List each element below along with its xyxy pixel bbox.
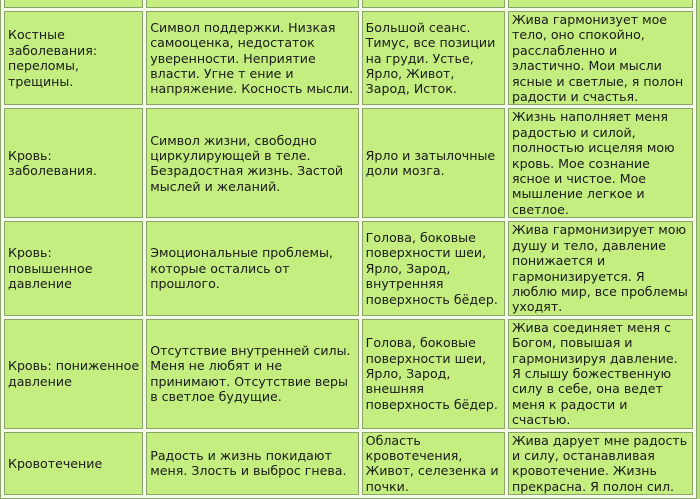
condition-cell — [4, 0, 143, 8]
cause-cell — [146, 432, 358, 496]
treatment-cell — [362, 0, 505, 8]
treatment-cell — [362, 319, 505, 429]
affirmation-text: Жива дарует мне радость и силу, останавливая кровотечение. Жизнь прекрасна. Я полон сил. — [511, 432, 688, 494]
condition-text: Костные заболевания: переломы, трещины. — [8, 27, 98, 89]
treatment-text: Голова, боковые поверхности шеи, Ярло, Зарод, внешняя поверхность бёдер. — [365, 335, 498, 412]
cause-cell — [146, 319, 358, 429]
cause-text: Радость и жизнь покидают меня. Злость и выброс гнева. — [150, 447, 347, 479]
treatment-text: Ярло и затылочные доли мозга. — [365, 147, 496, 179]
cause-cell — [146, 11, 358, 105]
treatment-cell — [362, 11, 505, 105]
affirmation-cell — [508, 221, 693, 315]
affirmation-cell — [508, 11, 693, 105]
affirmation-cell — [508, 319, 693, 429]
affirmation-cell — [508, 432, 693, 496]
cause-text: Символ поддержки. Низкая самооценка, недостаток уверенности. Неприятие власти. Угне т ение и напряжение. Косность мысли. — [150, 19, 354, 97]
treatment-cell — [362, 108, 505, 218]
table-row — [4, 319, 693, 429]
cause-cell — [146, 221, 358, 315]
table-row — [4, 432, 693, 496]
condition-text: Кровотечение — [8, 455, 103, 471]
treatment-cell — [362, 432, 505, 496]
table-row — [4, 221, 693, 315]
affirmation-text: Жизнь наполняет меня радостью и силой, полностью исцеляя мою кровь. Мое сознание ясное и чистое. Мое мышление легкое и светлое. — [511, 109, 675, 217]
cause-text: Эмоциональные проблемы, которые остались от прошлого. — [150, 245, 334, 292]
condition-cell — [4, 108, 143, 218]
treatment-text: Большой сеанс. Тимус, все позиции на груди. Устье, Ярло, Живот, Зарод, Исток. — [365, 19, 496, 97]
cause-text: Отсутствие внутренней силы. Меня не любят и не принимают. Отсутствие веры в светлое будущие. — [150, 342, 351, 405]
affirmation-cell — [508, 108, 693, 218]
affirmation-text: Жива соединяет меня с Богом, повышая и гармонизируя давление. Я слышу божественную силу в себе, она ведет меня к радости и счастью. — [511, 319, 678, 428]
treatment-text: Голова, боковые поверхности шеи, Ярло, Зарод, внутренняя поверхность бёдер. — [365, 229, 498, 307]
condition-cell — [4, 432, 143, 496]
table-row — [4, 108, 693, 218]
condition-cell — [4, 221, 143, 315]
condition-text: Кровь: заболевания. — [8, 147, 97, 179]
table-row — [4, 0, 693, 8]
treatment-cell — [362, 221, 505, 315]
affirmation-cell — [508, 0, 693, 8]
condition-cell — [4, 319, 143, 429]
condition-text: Кровь: повышенное давление — [8, 245, 93, 292]
affirmation-text: Жива гармонизирует мою душу и тело, давление понижается и гармонизируется. Я люблю мир, все проблемы уходят. — [511, 222, 688, 315]
treatment-text: Область кровотечения, Живот, селезенка и почки. — [365, 432, 499, 494]
table-row — [4, 11, 693, 105]
affirmation-text: Жива гармонизует мое тело, оно спокойно, расслабленно и эластично. Мои мысли ясные и светлые, я полон радости и счастья. — [511, 12, 684, 105]
condition-text: Кровь: пониженное давление — [8, 358, 140, 389]
cause-cell — [146, 108, 358, 218]
condition-cell — [4, 11, 143, 105]
cause-text: Символ жизни, свободно циркулирующей в теле. Безрадостная жизнь. Застой мыслей и желаний. — [150, 132, 344, 194]
cause-cell — [146, 0, 358, 8]
